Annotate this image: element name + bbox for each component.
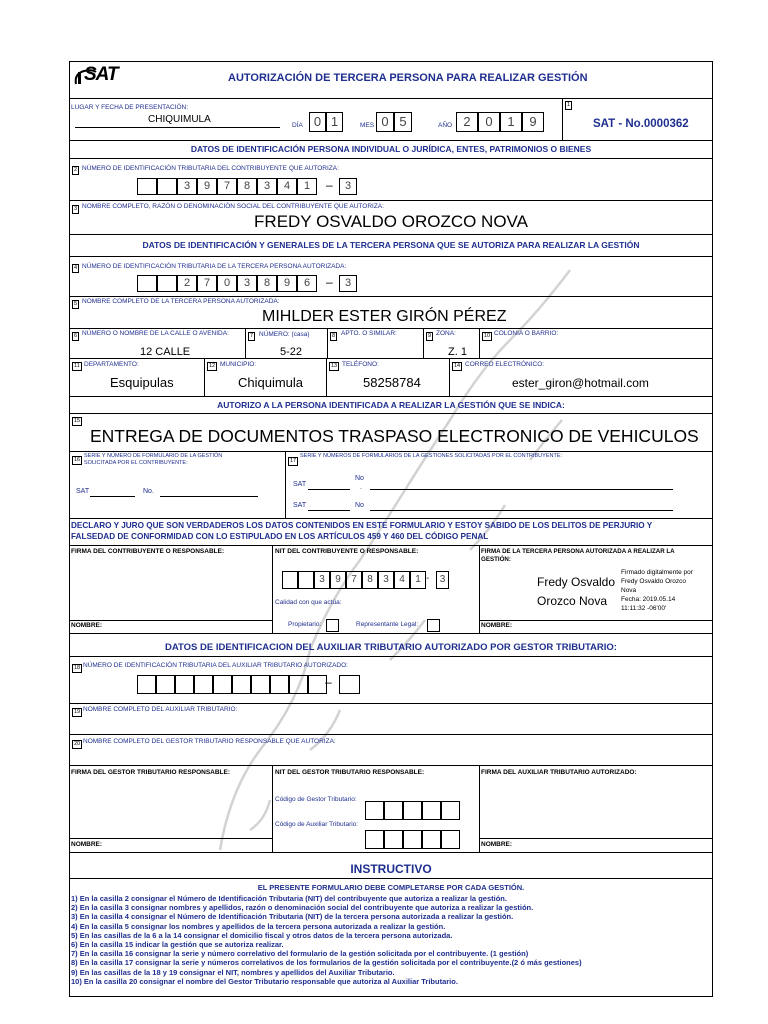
year-digit-box[interactable]: 0: [478, 112, 500, 132]
field-5-label: NOMBRE COMPLETO DE LA TERCERA PERSONA AUTORIZADA:: [82, 298, 280, 305]
field-4-label: NÚMERO DE IDENTIFICACIÓN TRIBUTARIA DE LA TERCERA PERSONA AUTORIZADA:: [82, 263, 347, 270]
field-3-label: NOMBRE COMPLETO, RAZÓN O DENOMINACIÓN SOCIAL DEL CONTRIBUYENTE QUE AUTORIZA:: [82, 203, 384, 210]
instruction-item: 1) En la casilla 2 consignar el Número de Identificación Tributaria (NIT) del contribuyente que autoriza a realizar la gestión.: [71, 894, 507, 903]
zone-value: Z. 1: [448, 346, 467, 358]
form-title: AUTORIZACIÓN DE TERCERA PERSONA PARA REALIZAR GESTIÓN: [228, 72, 588, 84]
field-17-dot-1: .: [360, 484, 362, 491]
field-17-number: 17: [290, 458, 297, 464]
authorized-nit-digit[interactable]: [157, 275, 177, 292]
sig1-col2-label: NIT DEL CONTRIBUYENTE O RESPONSABLE:: [275, 548, 419, 555]
gestor-code-digit[interactable]: [422, 801, 441, 820]
taxpayer-nit-digit[interactable]: 4: [277, 178, 297, 195]
year-digit-box[interactable]: 1: [500, 112, 522, 132]
digital-signature-detail-1: Firmado digitalmente por: [621, 569, 693, 576]
field-16-sat-label: SAT: [76, 488, 90, 495]
gestor-code-digit[interactable]: [441, 801, 460, 820]
field-18-number: 18: [74, 665, 81, 671]
month-digit-box[interactable]: 5: [394, 112, 412, 132]
auxiliary-nit-digit[interactable]: [270, 675, 289, 694]
digital-signature-detail-3: Nova: [621, 587, 637, 594]
auxiliary-nit-digit[interactable]: [175, 675, 194, 694]
signature-nit-digit[interactable]: 7: [346, 571, 362, 589]
auxiliary-nit-check[interactable]: [339, 675, 360, 694]
instruction-item: 2) En la casilla 3 consignar nombres y apellidos, razón o denominación social del contribuyente que autoriza a realizar la gestión.: [71, 903, 534, 913]
digital-signature-detail-5: 11:11:32 -06'00': [621, 605, 667, 612]
section3-title: AUTORIZO A LA PERSONA IDENTIFICADA A REALIZAR LA GESTIÓN QUE SE INDICA:: [217, 400, 565, 410]
aux-code-digit[interactable]: [441, 830, 460, 849]
signature-nit-check: 3: [436, 571, 449, 589]
authorized-nit-digit[interactable]: 3: [237, 275, 257, 292]
month-digit-box[interactable]: 0: [376, 112, 394, 132]
signature-nit-digit[interactable]: 4: [394, 571, 410, 589]
auxiliary-nit-digit[interactable]: [156, 675, 175, 694]
field-17-no-label-2: No: [355, 502, 364, 509]
authorized-nit-digit[interactable]: 7: [197, 275, 217, 292]
field-12-label: MUNICIPIO:: [220, 361, 257, 368]
section2-title: DATOS DE IDENTIFICACIÓN Y GENERALES DE LA TERCERA PERSONA QUE SE AUTORIZA PARA REALIZAR LA GESTIÓN: [142, 240, 640, 250]
box-1-number: 1: [567, 102, 571, 108]
aux-code-digit[interactable]: [403, 830, 422, 849]
aux-code-label: Código de Auxiliar Tributario:: [275, 821, 359, 828]
authorized-name: MIHLDER ESTER GIRÓN PÉREZ: [262, 308, 507, 325]
field-10-label: COLONIA O BARRIO:: [494, 330, 559, 337]
field-5-number: 5: [74, 301, 78, 307]
sig1-name-label-1: NOMBRE:: [71, 622, 103, 629]
field-17-sat-label-1: SAT: [293, 481, 307, 488]
day-digit-box[interactable]: 0: [309, 112, 326, 132]
day-digit-box[interactable]: 1: [326, 112, 343, 132]
gestor-code-digit[interactable]: [403, 801, 422, 820]
field-13-number: 13: [331, 363, 338, 369]
field-10-number: 10: [484, 333, 491, 339]
field-19-number: 19: [74, 709, 81, 715]
field-16-number: 16: [74, 457, 81, 463]
gestor-code-digit[interactable]: [384, 801, 403, 820]
form-number: SAT - No.0000362: [593, 118, 689, 130]
street-value: 12 CALLE: [140, 346, 191, 358]
field-2-label: NÚMERO DE IDENTIFICACIÓN TRIBUTARIA DEL CONTRIBUYENTE QUE AUTORIZA:: [82, 165, 339, 172]
capacity-label: Calidad con que actúa:: [275, 599, 342, 606]
sig2-col1-label: FIRMA DEL GESTOR TRIBUTARIO RESPONSABLE:: [71, 769, 231, 776]
municipality-value: Chiquimula: [238, 375, 304, 390]
auxiliary-nit-digit[interactable]: [194, 675, 213, 694]
taxpayer-nit-digit[interactable]: [137, 178, 157, 195]
taxpayer-nit-digit[interactable]: 9: [197, 178, 217, 195]
instruction-item: 5) En las casillas de la 6 a la 14 consignar el domicilio fiscal y otros datos de la tercera persona autorizada.: [71, 930, 453, 940]
taxpayer-nit-dash: –: [326, 178, 333, 192]
instructions-subtitle: EL PRESENTE FORMULARIO DEBE COMPLETARSE POR CADA GESTIÓN.: [257, 883, 525, 892]
field-16-label-1: SERIE Y NÚMERO DE FORMULARIO DE LA GESTIÓN: [84, 453, 223, 459]
field-15-number: 15: [74, 418, 81, 424]
field-13-label: TELÉFONO:: [342, 361, 379, 368]
taxpayer-nit-digit[interactable]: [157, 178, 177, 195]
digital-signature-detail-2: Fredy Osvaldo Orozco: [621, 578, 687, 585]
taxpayer-nit-digit[interactable]: 7: [217, 178, 237, 195]
field-20-label: NOMBRE COMPLETO DEL GESTOR TRIBUTARIO RESPONSABLE QUE AUTORIZA:: [83, 738, 336, 745]
field-2-number: 2: [74, 167, 78, 173]
taxpayer-nit-digit[interactable]: 3: [177, 178, 197, 195]
house-value: 5-22: [280, 346, 303, 358]
place-value: CHIQUIMULA: [148, 114, 211, 125]
instructions-list: [71, 894, 582, 986]
sig1-col3-label-2: GESTIÓN:: [481, 556, 511, 563]
sig2-col2-label: NIT DEL GESTOR TRIBUTARIO RESPONSABLE:: [275, 769, 425, 776]
signature-nit-digit[interactable]: 3: [378, 571, 394, 589]
field-17-label: SERIE Y NÚMEROS DE FORMULARIOS DE LA GESTIONES SOLICITADAS POR EL CONTRIBUYENTE:: [300, 453, 563, 459]
year-label: AÑO: [438, 122, 453, 129]
signature-nit-digit[interactable]: 9: [330, 571, 346, 589]
legal-rep-checkbox[interactable]: [427, 619, 440, 632]
sig1-col3-label-1: FIRMA DE LA TERCERA PERSONA AUTORIZADA A REALIZAR LA: [481, 548, 675, 555]
sig2-name-label-2: NOMBRE:: [481, 841, 513, 848]
day-label: DÍA: [292, 122, 303, 129]
instruction-item: 8) En la casilla 17 consignar la serie y números correlativos de los formularios de la gestión solicitada por el contribuyente.(2 ó más gestiones): [71, 958, 582, 968]
field-17-sat-label-2: SAT: [293, 502, 307, 509]
auxiliary-nit-dash: –: [325, 675, 332, 689]
instruction-item: 9) En las casillas de la 18 y 19 consignar el NIT, nombres y apellidos del Auxiliar Tributario.: [71, 967, 395, 977]
field-11-label: DEPARTAMENTO:: [84, 361, 139, 368]
field-16-no-label: No.: [143, 488, 154, 495]
field-11-number: 11: [74, 363, 80, 369]
owner-checkbox[interactable]: [326, 619, 339, 632]
section1-title: DATOS DE IDENTIFICACIÓN PERSONA INDIVIDUAL O JURÍDICA, ENTES, PATRIMONIOS O BIENES: [190, 144, 592, 154]
auxiliary-nit-digit[interactable]: [289, 675, 308, 694]
authorized-nit-digit[interactable]: 9: [277, 275, 297, 292]
authorized-nit-digit[interactable]: 2: [177, 275, 197, 292]
aux-code-digit[interactable]: [422, 830, 441, 849]
sig1-name-label-2: NOMBRE:: [481, 622, 513, 629]
digital-signature-detail-4: Fecha: 2019.05.14: [621, 596, 676, 603]
authorized-nit-dash: –: [326, 275, 333, 289]
authorized-nit-digit[interactable]: 6: [297, 275, 317, 292]
gestor-code-label: Código de Gestor Tributario:: [275, 796, 357, 803]
digital-signature-name-1: Fredy Osvaldo: [537, 575, 616, 589]
legal-rep-label: Representante Legal:: [356, 621, 419, 628]
year-digit-box[interactable]: 2: [456, 112, 478, 132]
declaration-line-2: FALSEDAD DE CONFORMIDAD CON LO ESTIPULADO EN LOS ARTÍCULOS 459 Y 460 DEL CÓDIGO PENAL: [71, 532, 489, 541]
taxpayer-nit-digit[interactable]: 1: [297, 178, 317, 195]
field-8-label: APTO. O SIMILAR:: [341, 330, 397, 337]
field-19-label: NOMBRE COMPLETO DEL AUXILIAR TRIBUTARIO:: [83, 706, 238, 713]
taxpayer-nit-digit[interactable]: 3: [257, 178, 277, 195]
taxpayer-nit-check: 3: [339, 178, 357, 195]
logo-text: SAT: [84, 64, 118, 85]
auxiliary-nit-digit[interactable]: [137, 675, 156, 694]
authorized-nit-digit[interactable]: 0: [217, 275, 237, 292]
field-9-number: 9: [428, 333, 432, 339]
declaration-line-1: DECLARO Y JURO QUE SON VERDADEROS LOS DATOS CONTENIDOS EN ESTE FORMULARIO Y ESTOY SABIDO DE LOS DELITOS DE PERJURIO Y: [71, 521, 653, 530]
department-value: Esquipulas: [110, 375, 174, 390]
field-18-label: NÚMERO DE IDENTIFICACIÓN TRIBUTARIA DEL AUXILIAR TRIBUTARIO AUTORIZADO:: [83, 662, 348, 669]
field-20-number: 20: [74, 741, 81, 747]
field-16-label-2: SOLICITADA POR EL CONTRIBUYENTE:: [84, 460, 188, 466]
taxpayer-name: FREDY OSVALDO OROZCO NOVA: [254, 212, 528, 231]
gestor-code-digit[interactable]: [365, 801, 384, 820]
field-7-number: 7: [250, 333, 254, 339]
authorized-nit-check: 3: [339, 275, 357, 292]
sig2-name-label-1: NOMBRE:: [71, 841, 103, 848]
field-7-label: NÚMERO: (casa): [259, 331, 310, 338]
month-label: MES: [360, 122, 375, 129]
procedure-value: ENTREGA DE DOCUMENTOS TRASPASO ELECTRONICO DE VEHICULOS: [90, 426, 699, 446]
signature-nit-digit[interactable]: [298, 571, 314, 589]
field-17-no-label-1: No: [355, 475, 364, 482]
signature-nit-digit[interactable]: [282, 571, 298, 589]
instruction-item: 7) En la casilla 16 consignar la serie y número correlativo del formulario de la gestión solicitada por el contribuyente. (1 gestión): [71, 949, 529, 959]
signature-nit-dash: -: [426, 573, 430, 584]
signature-nit-digit[interactable]: 1: [410, 571, 426, 589]
field-4-number: 4: [74, 265, 78, 271]
authorized-nit-digit[interactable]: [137, 275, 157, 292]
instruction-item: 10) En la casilla 20 consignar el nombre del Gestor Tributario responsable que autoriza al Auxiliar Tributario.: [71, 976, 458, 986]
auxiliary-nit-digit[interactable]: [213, 675, 232, 694]
field-9-label: ZONA:: [436, 330, 456, 337]
sig2-col3-label: FIRMA DEL AUXILIAR TRIBUTARIO AUTORIZADO:: [481, 769, 637, 776]
year-digit-box[interactable]: 9: [522, 112, 544, 132]
aux-code-digit[interactable]: [365, 830, 384, 849]
field-6-number: 6: [74, 333, 78, 339]
auxiliary-nit-digit[interactable]: [251, 675, 270, 694]
field-3-number: 3: [74, 206, 78, 212]
aux-code-digit[interactable]: [384, 830, 403, 849]
authorized-nit-digit[interactable]: 8: [257, 275, 277, 292]
instruction-item: 4) En la casilla 5 consignar los nombres y apellidos de la tercera persona autorizada a realizar la gestión.: [71, 921, 446, 931]
instruction-item: 6) En la casilla 15 indicar la gestión que se autoriza realizar.: [71, 940, 284, 950]
field-8-number: 8: [332, 333, 336, 339]
digital-signature-name-2: Orozco Nova: [537, 594, 608, 608]
phone-value: 58258784: [363, 375, 421, 390]
field-6-label: NÚMERO O NOMBRE DE LA CALLE O AVENIDA:: [82, 330, 229, 337]
field-14-label: CORREO ELECTRÓNICO:: [465, 361, 545, 368]
email-value: ester_giron@hotmail.com: [512, 376, 649, 390]
field-12-number: 12: [209, 363, 216, 369]
field-14-number: 14: [454, 363, 461, 369]
instructions-title: INSTRUCTIVO: [350, 862, 432, 876]
sig1-col1-label: FIRMA DEL CONTRIBUYENTE O RESPONSABLE:: [71, 548, 225, 555]
signature-nit-digit[interactable]: 3: [314, 571, 330, 589]
place-date-label: LUGAR Y FECHA DE PRESENTACIÓN:: [71, 104, 189, 111]
auxiliary-nit-digit[interactable]: [232, 675, 251, 694]
section4-title: DATOS DE IDENTIFICACION DEL AUXILIAR TRIBUTARIO AUTORIZADO POR GESTOR TRIBUTARIO:: [165, 642, 617, 653]
signature-nit-digit[interactable]: 8: [362, 571, 378, 589]
instruction-item: 3) En la casilla 4 consignar el Número de Identificación Tributaria (NIT) de la tercera persona autorizada a realizar la gestión.: [71, 912, 514, 922]
owner-label: Propietario:: [288, 621, 322, 628]
taxpayer-nit-digit[interactable]: 8: [237, 178, 257, 195]
